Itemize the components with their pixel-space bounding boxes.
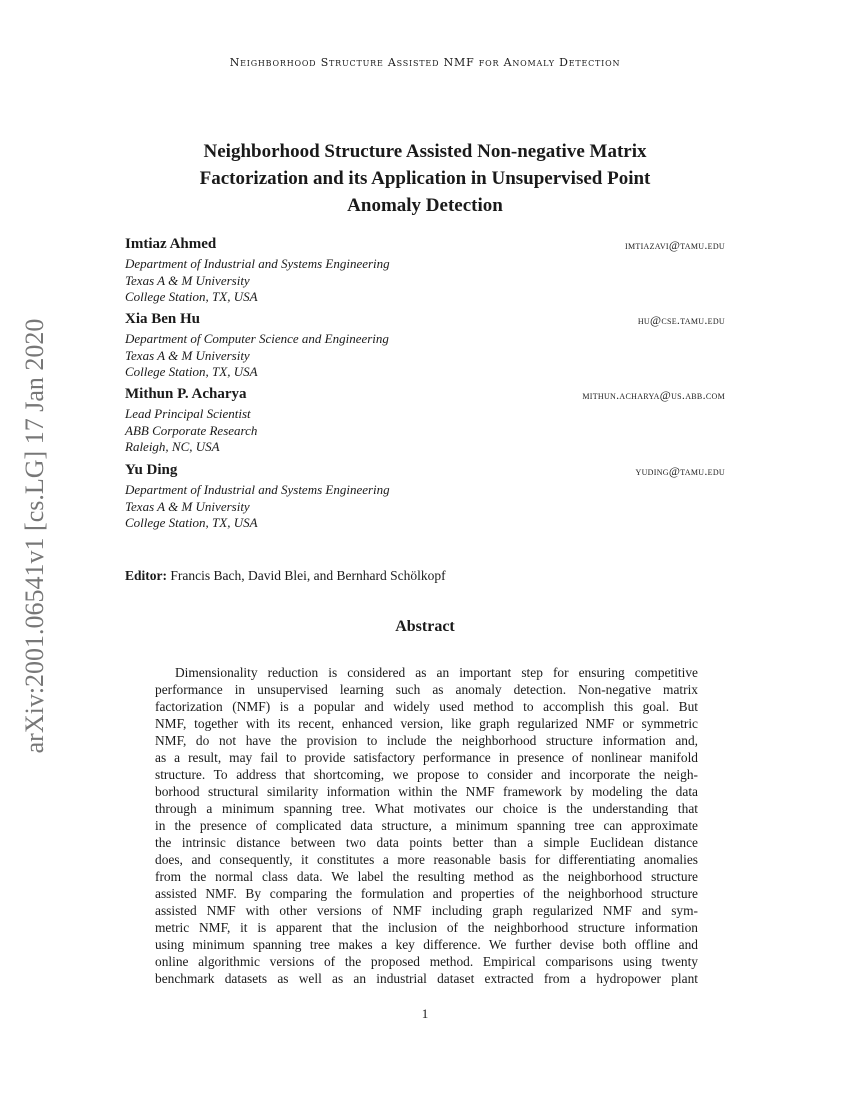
author-email: mithun.acharya@us.abb.com xyxy=(582,388,725,402)
abstract-line: as a result, may fail to provide satisfactory performance in presence of nonlinear manifold xyxy=(155,750,698,765)
author-affiliation-line: College Station, TX, USA xyxy=(125,515,258,530)
editor-label: Editor: xyxy=(125,568,167,583)
author-affiliation-line: College Station, TX, USA xyxy=(125,364,258,379)
author-name: Imtiaz Ahmed xyxy=(125,236,217,252)
author-block xyxy=(125,311,725,381)
abstract-body xyxy=(155,664,698,987)
abstract-line: borhood structural similarity information within the NMF framework by modeling the data xyxy=(155,784,698,799)
author-block xyxy=(125,386,725,456)
author-block xyxy=(125,236,725,306)
author-affiliation-line: Texas A & M University xyxy=(125,272,250,288)
abstract-line: through a minimum spanning tree. What motivates our choice is the understanding that xyxy=(155,801,698,816)
author-block xyxy=(125,462,725,532)
author-name: Xia Ben Hu xyxy=(125,311,201,327)
abstract-line: does, and consequently, it constitutes a more reasonable basis for differentiating anomalies xyxy=(155,852,698,867)
arxiv-stamp: arXiv:2001.06541v1 [cs.LG] 17 Jan 2020 xyxy=(20,318,49,754)
title-line: Factorization and its Application in Unsupervised Point xyxy=(199,168,651,189)
author-name: Yu Ding xyxy=(125,462,178,478)
abstract-line: from the normal class data. We label the resulting method as the neighborhood structure xyxy=(155,869,698,884)
abstract-line: online algorithmic versions of the proposed method. Empirical comparisons using twenty xyxy=(155,954,698,969)
abstract-line: NMF, do not have the provision to include the neighborhood structure information and, xyxy=(155,733,698,748)
author-email: imtiazavi@tamu.edu xyxy=(625,238,725,252)
author-affiliation-line: Lead Principal Scientist xyxy=(125,406,251,421)
author-email: hu@cse.tamu.edu xyxy=(637,313,725,327)
author-affiliation-line: Department of Computer Science and Engineering xyxy=(125,331,389,346)
abstract-line: metric NMF, it is apparent that the inclusion of the neighborhood structure information xyxy=(155,920,698,935)
author-affiliation-line: Department of Industrial and Systems Engineering xyxy=(125,482,390,497)
page-number: 1 xyxy=(421,1006,429,1021)
abstract-line: benchmark datasets as well as an industrial dataset extracted from a hydropower plant xyxy=(155,971,698,986)
author-affiliation-line: Department of Industrial and Systems Engineering xyxy=(125,256,390,271)
title-line: Anomaly Detection xyxy=(347,195,503,216)
abstract-line: assisted NMF. By comparing the formulation and properties of the neighborhood structure xyxy=(155,886,698,901)
editor-line xyxy=(125,568,446,584)
paper-title xyxy=(150,138,700,219)
abstract-line: NMF, together with its recent, enhanced version, like graph regularized NMF or symmetric xyxy=(155,716,698,731)
author-affiliation-line: Texas A & M University xyxy=(125,347,250,363)
running-head: Neighborhood Structure Assisted NMF for Anomaly Detection xyxy=(229,56,621,69)
author-affiliation-line: Raleigh, NC, USA xyxy=(125,439,220,454)
title-line: Neighborhood Structure Assisted Non-negative Matrix xyxy=(203,141,647,162)
abstract-line: using minimum spanning tree makes a key difference. We further devise both offline and xyxy=(155,937,698,952)
abstract-line: the intrinsic distance between two data points better than a simple Euclidean distance xyxy=(155,835,698,850)
editor-names: Francis Bach, David Blei, and Bernhard Schölkopf xyxy=(170,568,446,583)
author-affiliation-line: College Station, TX, USA xyxy=(125,289,258,304)
author-email: yuding@tamu.edu xyxy=(635,464,725,478)
author-name: Mithun P. Acharya xyxy=(125,386,247,402)
abstract-line: assisted NMF with other versions of NMF including graph regularized NMF and sym- xyxy=(155,903,698,918)
abstract-line: performance in unsupervised learning such as anomaly detection. Non-negative matrix xyxy=(155,682,698,697)
abstract-line: factorization (NMF) is a popular and widely used method to accomplish this goal. But xyxy=(155,699,698,714)
abstract-line: structure. To address that shortcoming, we propose to consider and incorporate the neigh- xyxy=(155,767,698,782)
author-affiliation-line: Texas A & M University xyxy=(125,498,250,514)
abstract-line: in the presence of complicated data structure, a minimum spanning tree can approximate xyxy=(155,818,698,833)
author-affiliation-line: ABB Corporate Research xyxy=(125,422,258,438)
abstract-heading: Abstract xyxy=(395,618,455,635)
abstract-line: Dimensionality reduction is considered as an important step for ensuring competitive xyxy=(175,665,698,680)
